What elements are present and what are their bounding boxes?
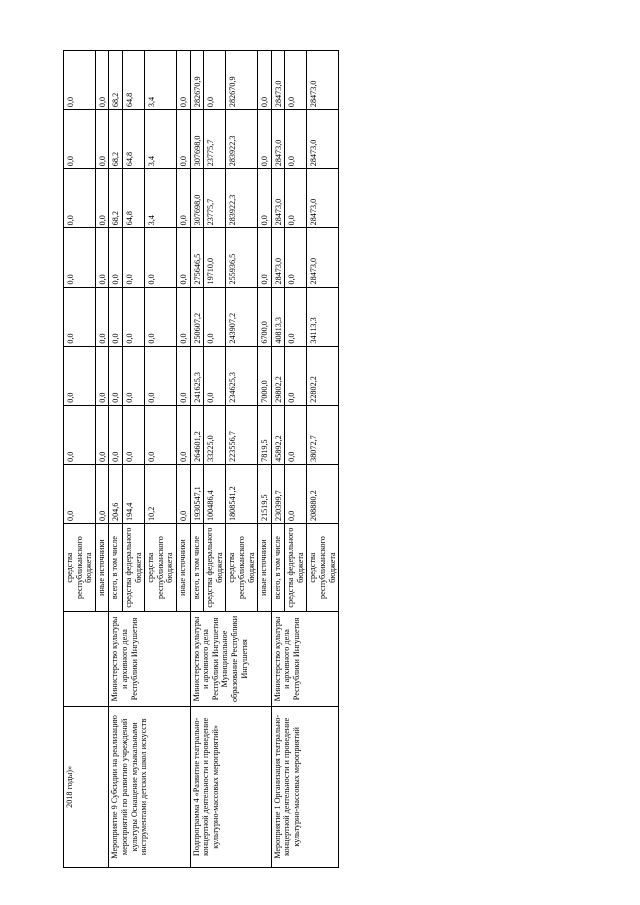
- value-cell: 0,0: [176, 346, 190, 405]
- program-name-cell: Подпрограмма 4 «Развитие театрально-концертной деятельности и проведение культурно-массовых мероприятий»: [190, 706, 271, 867]
- value-cell: 283922,3: [226, 110, 258, 169]
- value-cell: 3,4: [145, 51, 177, 110]
- value-cell: 250607,2: [190, 287, 204, 346]
- value-cell: 0,0: [176, 228, 190, 287]
- source-cell: всего, в том числе: [109, 524, 123, 612]
- value-cell: 0,0: [285, 287, 307, 346]
- value-cell: 0,0: [285, 51, 307, 110]
- value-cell: 0,0: [64, 110, 96, 169]
- value-cell: 0,0: [64, 51, 96, 110]
- source-cell: иные источники: [258, 524, 272, 612]
- value-cell: 28473,0: [271, 169, 285, 228]
- value-cell: 7819,5: [258, 405, 272, 464]
- value-cell: 23775,7: [204, 110, 226, 169]
- value-cell: 23775,7: [204, 169, 226, 228]
- value-cell: 0,0: [64, 346, 96, 405]
- value-cell: 1808541,2: [226, 464, 258, 523]
- source-cell: средства республиканского бюджета: [145, 524, 177, 612]
- value-cell: 0,0: [145, 346, 177, 405]
- program-name-cell: Мероприятие 1 Организация театрально-концертной деятельности и проведение культурно-массовых мероприятий: [271, 706, 339, 867]
- value-cell: 0,0: [285, 346, 307, 405]
- value-cell: 0,0: [204, 346, 226, 405]
- program-name-cell: Мероприятие 9 Субсидии на реализацию мероприятий по развитию учреждений культуры Оснащение музыкальными инструментами детских школ искусств: [109, 706, 190, 867]
- value-cell: 10,2: [145, 464, 177, 523]
- value-cell: 243907,2: [226, 287, 258, 346]
- value-cell: 0,0: [64, 405, 96, 464]
- value-cell: 64,8: [122, 169, 144, 228]
- value-cell: 68,2: [109, 51, 123, 110]
- value-cell: 0,0: [145, 228, 177, 287]
- value-cell: 64,8: [122, 110, 144, 169]
- value-cell: 0,0: [285, 228, 307, 287]
- value-cell: 0,0: [95, 110, 109, 169]
- value-cell: 28473,0: [307, 51, 339, 110]
- value-cell: 0,0: [176, 405, 190, 464]
- value-cell: 0,0: [258, 169, 272, 228]
- value-cell: 40813,3: [271, 287, 285, 346]
- program-name-cell: 2018 годы)»: [64, 706, 109, 867]
- source-cell: иные источники: [95, 524, 109, 612]
- table-row: [64, 51, 96, 868]
- value-cell: 34113,3: [307, 287, 339, 346]
- value-cell: 22802,2: [307, 346, 339, 405]
- value-cell: 0,0: [109, 228, 123, 287]
- value-cell: 234625,3: [226, 346, 258, 405]
- value-cell: 6700,0: [258, 287, 272, 346]
- value-cell: 230399,7: [271, 464, 285, 523]
- source-cell: всего, в том числе: [271, 524, 285, 612]
- value-cell: 0,0: [204, 287, 226, 346]
- value-cell: 0,0: [64, 169, 96, 228]
- value-cell: 0,0: [285, 169, 307, 228]
- value-cell: 0,0: [122, 228, 144, 287]
- value-cell: 28473,0: [271, 110, 285, 169]
- value-cell: 0,0: [145, 287, 177, 346]
- value-cell: 0,0: [122, 346, 144, 405]
- value-cell: 0,0: [95, 287, 109, 346]
- value-cell: 282670,9: [190, 51, 204, 110]
- value-cell: 0,0: [95, 464, 109, 523]
- value-cell: 282670,9: [226, 51, 258, 110]
- source-cell: средства федерального бюджета: [204, 524, 226, 612]
- source-cell: всего, в том числе: [190, 524, 204, 612]
- value-cell: 0,0: [64, 464, 96, 523]
- value-cell: 0,0: [95, 346, 109, 405]
- value-cell: 28473,0: [307, 169, 339, 228]
- value-cell: 0,0: [122, 405, 144, 464]
- value-cell: 3,4: [145, 169, 177, 228]
- value-cell: 307698,0: [190, 169, 204, 228]
- value-cell: 0,0: [95, 405, 109, 464]
- value-cell: 45892,2: [271, 405, 285, 464]
- source-cell: средства федерального бюджета: [285, 524, 307, 612]
- value-cell: 0,0: [109, 346, 123, 405]
- budget-table: [63, 50, 339, 868]
- value-cell: 0,0: [95, 51, 109, 110]
- value-cell: 0,0: [109, 405, 123, 464]
- value-cell: 0,0: [204, 51, 226, 110]
- value-cell: 0,0: [258, 228, 272, 287]
- value-cell: 68,2: [109, 169, 123, 228]
- executor-cell: Министерство культуры и архивного дела Республики Ингушетия Муниципальное образование Республики Ингушетия: [190, 612, 271, 707]
- value-cell: 28473,0: [271, 51, 285, 110]
- value-cell: 0,0: [285, 464, 307, 523]
- value-cell: 0,0: [285, 110, 307, 169]
- value-cell: 0,0: [95, 169, 109, 228]
- value-cell: 0,0: [176, 169, 190, 228]
- value-cell: 0,0: [145, 405, 177, 464]
- value-cell: 0,0: [109, 287, 123, 346]
- value-cell: 0,0: [64, 228, 96, 287]
- value-cell: 1930547,1: [190, 464, 204, 523]
- value-cell: 28473,0: [307, 228, 339, 287]
- source-cell: средства республиканского бюджета: [226, 524, 258, 612]
- value-cell: 264601,2: [190, 405, 204, 464]
- executor-cell: Министерство культуры и архивного дела Республики Ингушетия: [271, 612, 339, 707]
- value-cell: 7000,0: [258, 346, 272, 405]
- value-cell: 64,8: [122, 51, 144, 110]
- value-cell: 21519,5: [258, 464, 272, 523]
- executor-cell: Министерство культуры и архивного дела Республики Ингушетия: [109, 612, 190, 707]
- source-cell: иные источники: [176, 524, 190, 612]
- value-cell: 38072,7: [307, 405, 339, 464]
- source-cell: средства республиканского бюджета: [307, 524, 339, 612]
- value-cell: 19710,0: [204, 228, 226, 287]
- value-cell: 28473,0: [307, 110, 339, 169]
- value-cell: 0,0: [64, 287, 96, 346]
- value-cell: 0,0: [176, 287, 190, 346]
- value-cell: 0,0: [122, 287, 144, 346]
- value-cell: 208880,2: [307, 464, 339, 523]
- value-cell: 29802,2: [271, 346, 285, 405]
- value-cell: 28473,0: [271, 228, 285, 287]
- value-cell: 0,0: [258, 51, 272, 110]
- value-cell: 241625,3: [190, 346, 204, 405]
- value-cell: 33225,0: [204, 405, 226, 464]
- source-cell: средства федерального бюджета: [122, 524, 144, 612]
- source-cell: средства республиканского бюджета: [64, 524, 96, 612]
- value-cell: 223556,7: [226, 405, 258, 464]
- value-cell: 0,0: [176, 464, 190, 523]
- executor-cell: [64, 612, 109, 707]
- value-cell: 194,4: [122, 464, 144, 523]
- value-cell: 0,0: [95, 228, 109, 287]
- value-cell: 3,4: [145, 110, 177, 169]
- value-cell: 283922,3: [226, 169, 258, 228]
- table-row: [271, 51, 285, 868]
- value-cell: 275646,5: [190, 228, 204, 287]
- value-cell: 100486,4: [204, 464, 226, 523]
- value-cell: 204,6: [109, 464, 123, 523]
- table-row: [109, 51, 123, 868]
- table-row: [190, 51, 204, 868]
- value-cell: 0,0: [285, 405, 307, 464]
- value-cell: 0,0: [176, 110, 190, 169]
- value-cell: 68,2: [109, 110, 123, 169]
- value-cell: 0,0: [258, 110, 272, 169]
- value-cell: 307698,0: [190, 110, 204, 169]
- value-cell: 0,0: [176, 51, 190, 110]
- value-cell: 255936,5: [226, 228, 258, 287]
